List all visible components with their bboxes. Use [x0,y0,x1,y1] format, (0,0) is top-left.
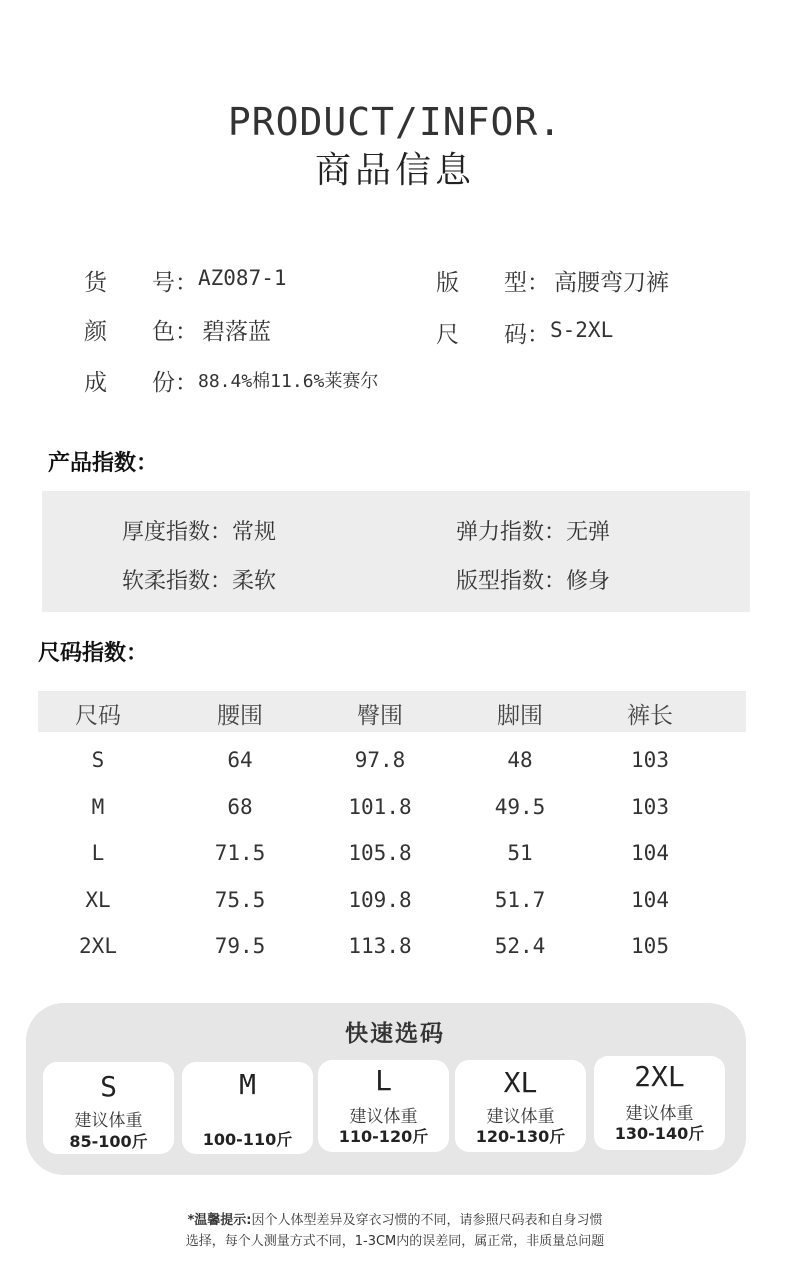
size-table-cell: 2XL [79,934,117,958]
size-table-cell: 79.5 [214,934,266,958]
quick-select-title: 快速选码 [345,1021,445,1047]
card-weight: 130-140斤 [614,1124,705,1143]
info-value: 88.4%棉11.6%莱赛尔 [198,371,379,392]
info-key-char: 颜 [84,319,107,345]
info-value: S-2XL [550,318,614,342]
size-table-cell: S [91,748,105,772]
index-softness: 软柔指数：柔软 [122,569,277,594]
size-table-cell: 104 [631,888,669,912]
size-table-cell: 71.5 [214,841,266,865]
card-size: S [100,1070,117,1103]
info-key-char: 尺 [436,322,459,348]
card-weight: 110-120斤 [338,1127,429,1146]
size-index-heading: 尺码指数： [38,641,149,666]
card-size: L [375,1064,392,1097]
size-table-column-header: 臀围 [357,703,403,729]
info-key-char: 码： [504,322,550,348]
size-table-cell: 48 [507,748,533,772]
size-table-cell: 104 [631,841,669,865]
card-label: 建议体重 [486,1107,555,1127]
size-table-cell: 68 [227,795,253,819]
info-key-char: 货 [84,270,107,296]
size-table-cell: 101.8 [348,795,412,819]
index-fit: 版型指数：修身 [456,569,611,594]
info-key-char: 成 [84,370,107,396]
size-table-column-header: 脚围 [497,703,543,729]
product-index-heading: 产品指数： [48,451,159,476]
size-table-column-header: 裤长 [627,703,673,729]
size-table-cell: 52.4 [494,934,546,958]
size-table-cell: L [91,841,105,865]
card-label: 建议体重 [349,1107,418,1127]
tip-line-1 [0,1209,790,1228]
size-table-cell: XL [85,888,111,912]
card-weight: 100-110斤 [202,1130,293,1149]
size-table-column-header: 腰围 [217,703,263,729]
tip-prefix: *温馨提示: [187,1213,252,1228]
info-value: 碧落蓝 [202,319,271,345]
title-chinese: 商品信息 [314,150,475,191]
size-table-cell: 113.8 [348,934,412,958]
size-table-cell: 51 [507,841,533,865]
info-key-char: 版 [436,270,459,296]
card-size: XL [503,1066,538,1099]
quick-card-2xl[interactable] [594,1056,725,1150]
card-label: 建议体重 [625,1104,694,1124]
card-size: 2XL [634,1060,685,1093]
card-label: 建议体重 [74,1111,143,1131]
size-table-column-header: 尺码 [75,703,121,729]
size-table-cell: 49.5 [494,795,546,819]
size-table-cell: 75.5 [214,888,266,912]
tip-line-2: 选择，每个人测量方式不同，1-3CM内的误差同，属正常，非质量总问题 [185,1234,605,1249]
info-key-char: 份： [152,370,198,396]
tip-text: 因个人体型差异及穿衣习惯的不同，请参照尺码表和自身习惯 [251,1213,603,1228]
size-table-cell: 105 [631,934,669,958]
size-table-cell: 105.8 [348,841,412,865]
size-table-cell: 51.7 [494,888,546,912]
size-table-cell: 109.8 [348,888,412,912]
quick-card-m[interactable] [182,1062,313,1154]
size-table-cell: 103 [631,748,669,772]
card-weight: 85-100斤 [69,1132,148,1151]
size-table-cell: 97.8 [354,748,406,772]
quick-card-xl[interactable] [455,1060,586,1152]
card-weight: 120-130斤 [475,1127,566,1146]
size-table-cell: 103 [631,795,669,819]
info-value: AZ087-1 [198,266,287,290]
info-value: 高腰弯刀裤 [554,270,669,296]
info-key-char: 色： [152,319,198,345]
quick-card-l[interactable] [318,1060,449,1152]
size-table-cell: 64 [227,748,253,772]
card-size: M [239,1068,256,1101]
size-table-cell: M [91,795,105,819]
index-elasticity: 弹力指数：无弹 [456,520,611,545]
title-english: PRODUCT/INFOR. [227,100,563,144]
index-thickness: 厚度指数：常规 [122,520,277,545]
info-key-char: 型： [504,270,550,296]
info-key-char: 号： [152,270,198,296]
quick-card-s[interactable] [43,1062,174,1154]
